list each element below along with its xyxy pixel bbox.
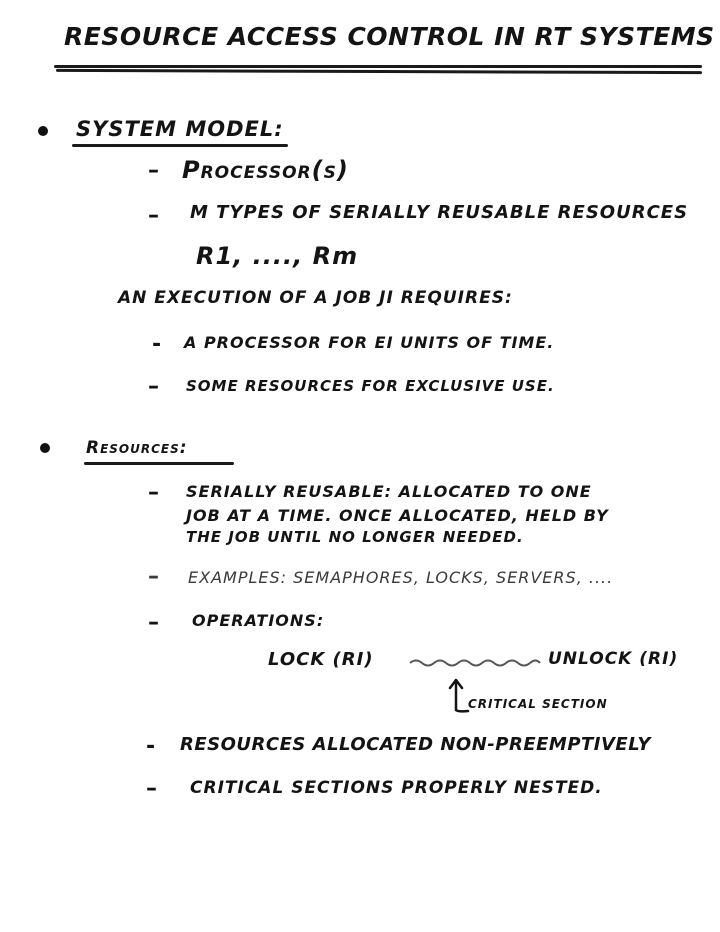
- critical-section-label: CRITICAL SECTION: [468, 697, 608, 711]
- item-resources-line2: R1, ...., Rm: [196, 242, 359, 270]
- dash-operations: –: [148, 610, 159, 635]
- execution-intro: AN EXECUTION OF A JOB JI REQUIRES:: [118, 288, 513, 308]
- system-model-underline: [72, 144, 288, 147]
- system-model-heading: SYSTEM MODEL:: [76, 117, 284, 141]
- critical-section-arrow-icon: [446, 676, 470, 714]
- lock-op: LOCK (RI): [268, 649, 374, 670]
- dash-non-preemptive: -: [146, 734, 156, 759]
- bullet-system-model: [38, 126, 48, 136]
- operations: OPERATIONS:: [192, 611, 325, 630]
- req-resources: SOME RESOURCES FOR EXCLUSIVE USE.: [186, 377, 555, 395]
- dash-serially: –: [148, 480, 159, 505]
- dash-nested: –: [146, 776, 157, 801]
- item-processor: Processor(s): [182, 156, 349, 184]
- dash-processor: –: [148, 158, 159, 183]
- non-preemptive: RESOURCES ALLOCATED NON-PREEMPTIVELY: [180, 734, 651, 755]
- title-underline-second: [56, 69, 702, 74]
- bullet-resources: [40, 443, 50, 453]
- dash-examples: –: [148, 564, 159, 589]
- serially-line3: THE JOB UNTIL NO LONGER NEEDED.: [186, 528, 524, 546]
- req-processor: A PROCESSOR FOR EI UNITS OF TIME.: [184, 333, 555, 352]
- resources-heading: Resources:: [86, 438, 188, 458]
- critical-section-squiggle: [408, 656, 542, 668]
- title-underline: [54, 65, 702, 68]
- item-resources-line1: M TYPES OF SERIALLY REUSABLE RESOURCES: [190, 202, 689, 223]
- resources-underline: [84, 462, 234, 465]
- serially-line1: SERIALLY REUSABLE: ALLOCATED TO ONE: [186, 482, 592, 501]
- dash-req-resources: –: [148, 374, 159, 399]
- dash-req-processor: -: [152, 332, 162, 357]
- dash-resources: –: [148, 203, 159, 228]
- nested: CRITICAL SECTIONS PROPERLY NESTED.: [190, 778, 603, 798]
- examples: EXAMPLES: SEMAPHORES, LOCKS, SERVERS, ....: [188, 568, 614, 587]
- unlock-op: UNLOCK (RI): [548, 649, 679, 669]
- page-title: RESOURCE ACCESS CONTROL IN RT SYSTEMS: [64, 22, 715, 51]
- serially-line2: JOB AT A TIME. ONCE ALLOCATED, HELD BY: [186, 506, 609, 525]
